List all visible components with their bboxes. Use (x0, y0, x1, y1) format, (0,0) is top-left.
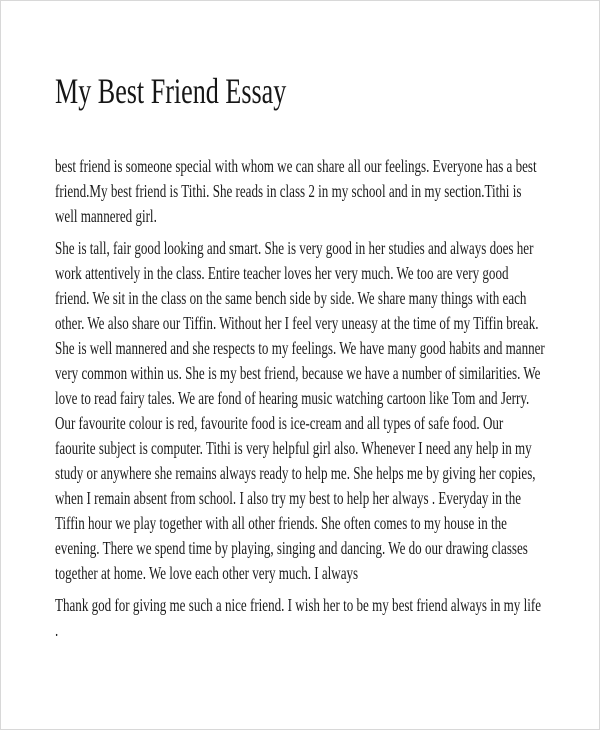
essay-paragraph-body: She is tall, fair good looking and smart. She is very good in her studies and always does her work attentively in the class. Entire teacher loves her very much. We too are very good friend. We sit in the class on the same bench side by side. We share many things with each other. We also share our Tiffin. Without her I feel very uneasy at the time of my Tiffin break. She is well mannered and she respects to my feelings. We have many good habits and manner very common within us. She is my best friend, because we have a number of similarities. We love to read fairy tales. We are fond of hearing music watching cartoon like Tom and Jerry. Our favourite colour is red, favourite food is ice-cream and all types of safe food. Our faourite subject is computer. Tithi is very helpful girl also. Whenever I need any help in my study or anywhere she remains always ready to help me. She helps me by giving her copies, when I remain absent from school. I also try my best to help her always . Everyday in the Tiffin hour we play together with all other friends. She often comes to my house in the evening. There we spend time by playing, singing and dancing. We do our drawing classes together at home. We love each other very much. I always (55, 238, 545, 583)
essay-paragraph-intro: best friend is someone special with whom we can share all our feelings. Everyone has a best friend.My best friend is Tithi. She reads in class 2 in my school and in my section.Tithi is well mannered girl. (55, 156, 537, 226)
essay-content (55, 73, 545, 643)
page-title: My Best Friend Essay (55, 71, 287, 111)
essay-paragraph-closing: Thank god for giving me such a nice friend. I wish her to be my best friend always in my life . (55, 595, 541, 640)
